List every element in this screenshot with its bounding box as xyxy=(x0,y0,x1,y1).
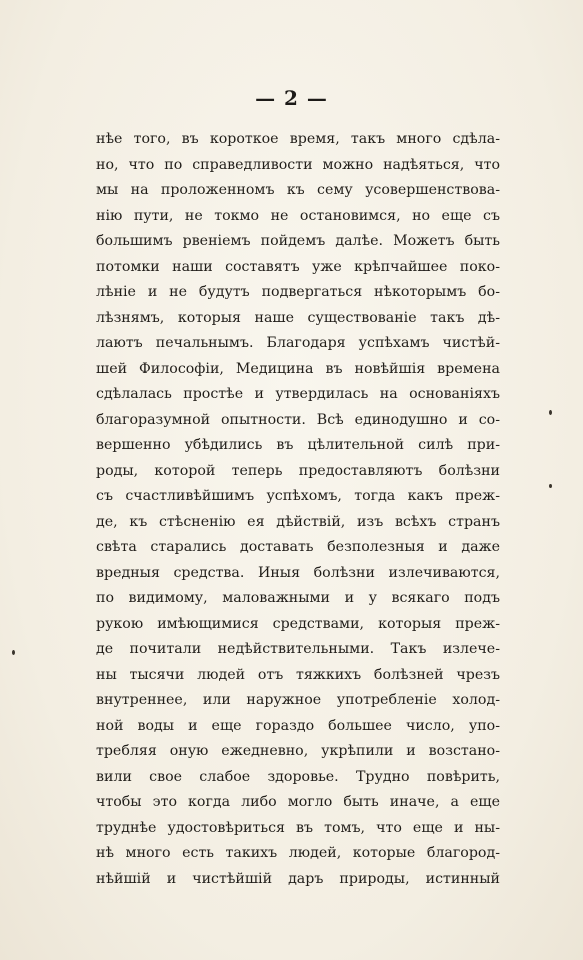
text-line: лѣніе и не будутъ подвергаться нѣкоторымъ бо- xyxy=(96,284,500,300)
text-line: нѣйшій и чистѣйшій даръ природы, истинный xyxy=(96,870,500,887)
text-line: потомки наши составятъ уже крѣпчайшее поко- xyxy=(96,258,500,275)
text-line: лаютъ печальнымъ. Благодаря успѣхамъ чистѣй- xyxy=(96,335,500,351)
text-line: рукою имѣющимися средствами, которыя преж- xyxy=(96,615,500,632)
text-line: по видимому, маловажными и у всякаго подъ xyxy=(96,590,500,606)
text-line: нію пути, не токмо не остановимся, но еще съ xyxy=(96,207,500,224)
ink-speck xyxy=(549,484,552,488)
text-line: роды, которой теперь предоставляютъ болѣзни xyxy=(96,462,500,479)
text-line: труднѣе удостовѣриться въ томъ, что еще и ны- xyxy=(96,819,500,836)
text-line: съ счастливѣйшимъ успѣхомъ, тогда какъ преж- xyxy=(96,488,500,504)
text-line: де почитали недѣйствительными. Такъ излече- xyxy=(96,641,500,657)
text-line: де, къ стѣсненію ея дѣйствій, изъ всѣхъ странъ xyxy=(96,513,500,530)
text-line: вредныя средства. Иныя болѣзни излечиваются, xyxy=(96,564,500,581)
text-line: чтобы это когда либо могло быть иначе, а еще xyxy=(96,794,500,810)
text-line: свѣта старались доставать безполезныя и даже xyxy=(96,539,500,555)
page-number: — 2 — xyxy=(255,86,328,110)
text-line: мы на проложенномъ къ сему усовершенствова- xyxy=(96,182,500,198)
ink-speck xyxy=(12,650,15,655)
text-line: но, что по справедливости можно надѣяться, что xyxy=(96,156,500,173)
text-line: большимъ рвеніемъ пойдемъ далѣе. Можетъ быть xyxy=(96,233,500,249)
text-line: нѣе того, въ короткое время, такъ много сдѣла- xyxy=(96,131,500,147)
ink-speck xyxy=(549,410,552,415)
text-line: требляя оную ежедневно, укрѣпили и возстано- xyxy=(96,743,500,759)
text-line: нѣ много есть такихъ людей, которые благород- xyxy=(96,845,500,861)
text-line: вили свое слабое здоровье. Трудно повѣрить, xyxy=(96,768,500,785)
text-line: сдѣлалась простѣе и утвердилась на основаніяхъ xyxy=(96,386,500,402)
text-line: внутреннее, или наружное употребленіе холод- xyxy=(96,692,500,708)
text-line: лѣзнямъ, которыя наше существованіе такъ дѣ- xyxy=(96,309,500,326)
text-line: вершенно убѣдились въ цѣлительной силѣ при- xyxy=(96,437,500,453)
text-line: ны тысячи людей отъ тяжкихъ болѣзней чрезъ xyxy=(96,666,500,683)
body-text xyxy=(96,127,500,892)
text-line: ной воды и еще гораздо большее число, упо- xyxy=(96,717,500,734)
text-line: шей Философіи, Медицина въ новѣйшія времена xyxy=(96,360,500,377)
text-line: благоразумной опытности. Всѣ единодушно и со- xyxy=(96,411,500,428)
